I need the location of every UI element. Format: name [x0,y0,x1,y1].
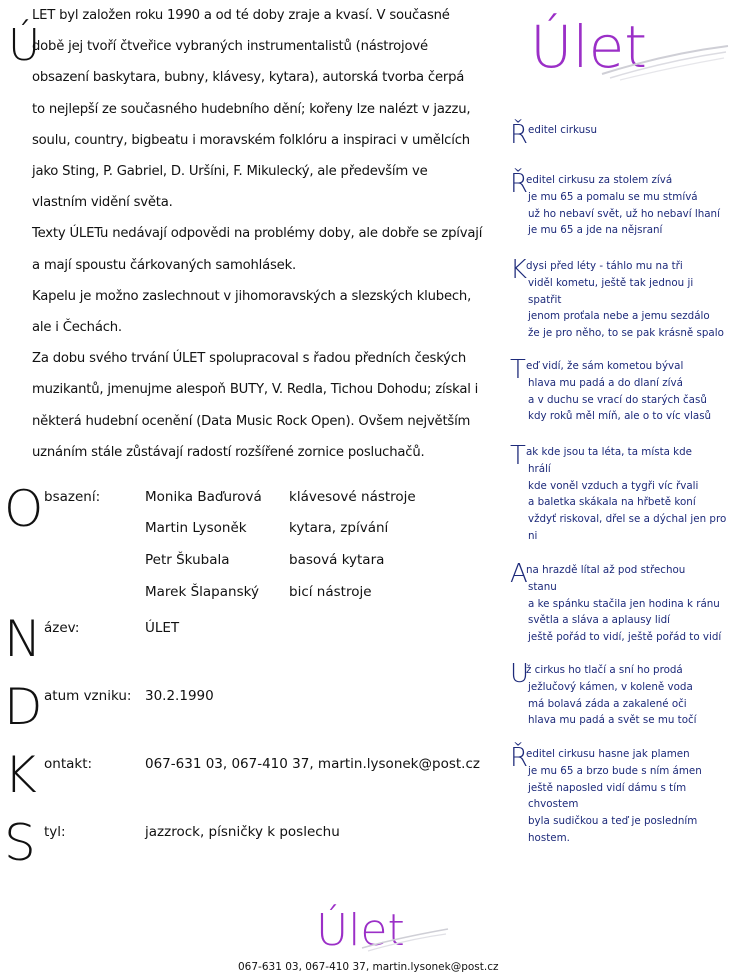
intro-line: Za dobu svého trvání ÚLET spolupracoval s řadou předních českých [32,351,466,367]
intro-line: jako Sting, P. Gabriel, D. Uršíni, F. Mikulecký, ale především ve [32,164,428,179]
verse-line: ni [528,530,538,542]
verse-line: hostem. [528,832,570,844]
verse-cap: K [510,255,528,285]
verse-cap: T [510,355,526,385]
fact-label: tyl: [44,824,66,840]
verse-line: je mu 65 a pomalu se mu stmívá [528,190,698,203]
intro-line: ale i Čechách. [32,320,122,335]
intro-line: LET byl založen roku 1990 a od té doby zraje a kvasí. V současné [32,8,450,23]
verse-line: na hrazdě lítal až pod střechou [526,564,686,576]
intro-dropcap: Ú [8,20,41,71]
verse-cap: U [510,659,530,689]
lyrics-title-text: editel cirkusu [528,124,598,136]
member-role: klávesové nástroje [289,489,416,505]
footer-contact: 067-631 03, 067-410 37, martin.lysonek@post.cz [238,961,499,973]
verse-cap: T [510,441,526,471]
member-name: Petr Škubala [145,552,230,568]
lineup-label: bsazení: [44,489,101,505]
fact-cap: S [4,814,36,872]
lyrics-verse [510,169,732,245]
verse-line: kde voněl vzduch a tygři víc řvali [528,479,699,492]
verse-line: eď vidí, že sám kometou býval [526,360,684,372]
verse-line: a baletka skákala na hřbetě koní [528,496,696,509]
lyrics-title [510,122,732,154]
verse-line: vždyť riskoval, dřel se a dýchal jen pro [528,513,727,526]
verse-line: a v duchu se vrací do starých časů [528,393,707,406]
fact-cap: N [4,610,42,668]
verse-line: už ho nebaví svět, už ho nebaví lhaní [528,207,720,220]
verse-line: dysi před léty - táhlo mu na tři [526,260,683,272]
verse-line: hrálí [528,462,551,475]
fact-value: 067-631 03, 067-410 37, martin.lysonek@post.cz [145,756,480,772]
lyrics-verse [510,559,732,652]
intro-line: době jej tvoří čtveřice vybraných instrumentalistů (nástrojové [32,39,428,55]
intro-line: Kapelu je možno zaslechnout v jihomoravských a slezských klubech, [32,288,472,304]
intro-line: muzikantů, jmenujme alespoň BUTY, V. Redla, Tichou Dohodu; získal i [32,382,479,398]
fact-label: ázev: [44,620,80,636]
intro-line: některá hudební ocenění (Data Music Rock Open). Ovšem největším [32,413,471,429]
verse-line: editel cirkusu za stolem zívá [526,174,673,186]
verse-line: a ke spánku stačila jen hodina k ránu [528,597,720,610]
lyrics-verse [510,441,732,551]
verse-line: ještě naposled vidí dámu s tím [528,781,687,794]
verse-line: viděl kometu, ještě tak jednou ji [528,276,694,289]
verse-line: hlava mu padá a do dlaní zívá [528,376,683,389]
verse-line: chvostem [528,798,579,811]
intro-line: a mají spoustu čárkovaných samohlásek. [32,257,296,273]
intro-line: Texty ÚLETu nedávají odpovědi na problémy doby, ale dobře se zpívají [32,226,483,242]
verse-line: jenom proťala nebe a jemu sezdálo [528,310,710,323]
verse-line: ježlučový kámen, v koleně voda [528,680,693,693]
intro-line: uznáním stále zůstávají radostí rozšířené zornice posluchačů. [32,444,425,460]
member-name: Marek Šlapanský [145,584,259,600]
verse-cap: A [510,559,528,589]
verse-cap: Ř [510,169,529,199]
logo-swoosh-top [600,42,730,82]
verse-line: ještě pořád to vidí, ještě pořád to vidí [528,631,722,644]
fact-cap: K [4,746,37,804]
fact-value: jazzrock, písničky k poslechu [145,824,340,840]
lyrics-verse [510,255,732,348]
logo-text: Úlet [530,13,647,81]
verse-line: že je pro něho, to se pak krásně spalo [528,327,724,340]
fact-label: atum vzniku: [44,688,132,704]
fact-value: 30.2.1990 [145,688,214,704]
logo-swoosh-bottom [360,926,450,952]
member-name: Martin Lysoněk [145,520,247,536]
intro-line: obsazení baskytara, bubny, klávesy, kytara), autorská tvorba čerpá [32,70,465,86]
verse-line: stanu [528,580,557,593]
verse-line: kdy roků měl míň, ale o to víc vlasů [528,410,712,423]
member-role: bicí nástroje [289,584,372,600]
verse-line: byla sudičkou a teď je posledním [528,815,698,828]
fact-label: ontakt: [44,756,93,772]
fact-cap: D [4,678,43,736]
intro-line: to nejlepší ze současného hudebního dění; kořeny lze nalézt v jazzu, [32,101,471,117]
member-name: Monika Baďurová [145,489,262,505]
member-role: basová kytara [289,552,385,568]
lyrics-verse [510,743,732,853]
lyrics-verse [510,355,732,431]
verse-cap: Ř [510,743,529,773]
verse-line: je mu 65 a brzo bude s ním ámen [528,764,702,777]
member-role: kytara, zpívání [289,520,389,536]
verse-line: ak kde jsou ta léta, ta místa kde [526,446,693,458]
verse-line: hlava mu padá a svět se mu točí [528,714,697,727]
fact-value: ÚLET [145,620,180,636]
lyrics-verse [510,659,732,735]
verse-line: ž cirkus ho tlačí a sní ho prodá [526,664,683,676]
logo-bottom-text: Úlet [316,905,405,956]
intro-line: vlastním vidění světa. [32,195,173,211]
verse-line: světla a sláva a aplausy lidí [528,614,671,627]
intro-line: soulu, country, bigbeatu i moravském folklóru a inspiraci v umělcích [32,132,470,148]
verse-line: editel cirkusu hasne jak plamen [526,748,690,760]
lyrics-title-cap: Ř [510,120,529,150]
verse-line: má bolavá záda a zakalené oči [528,697,687,710]
lineup-cap: O [4,480,44,538]
verse-line: spatřit [528,293,562,306]
verse-line: je mu 65 a jde na nějsraní [528,224,663,237]
